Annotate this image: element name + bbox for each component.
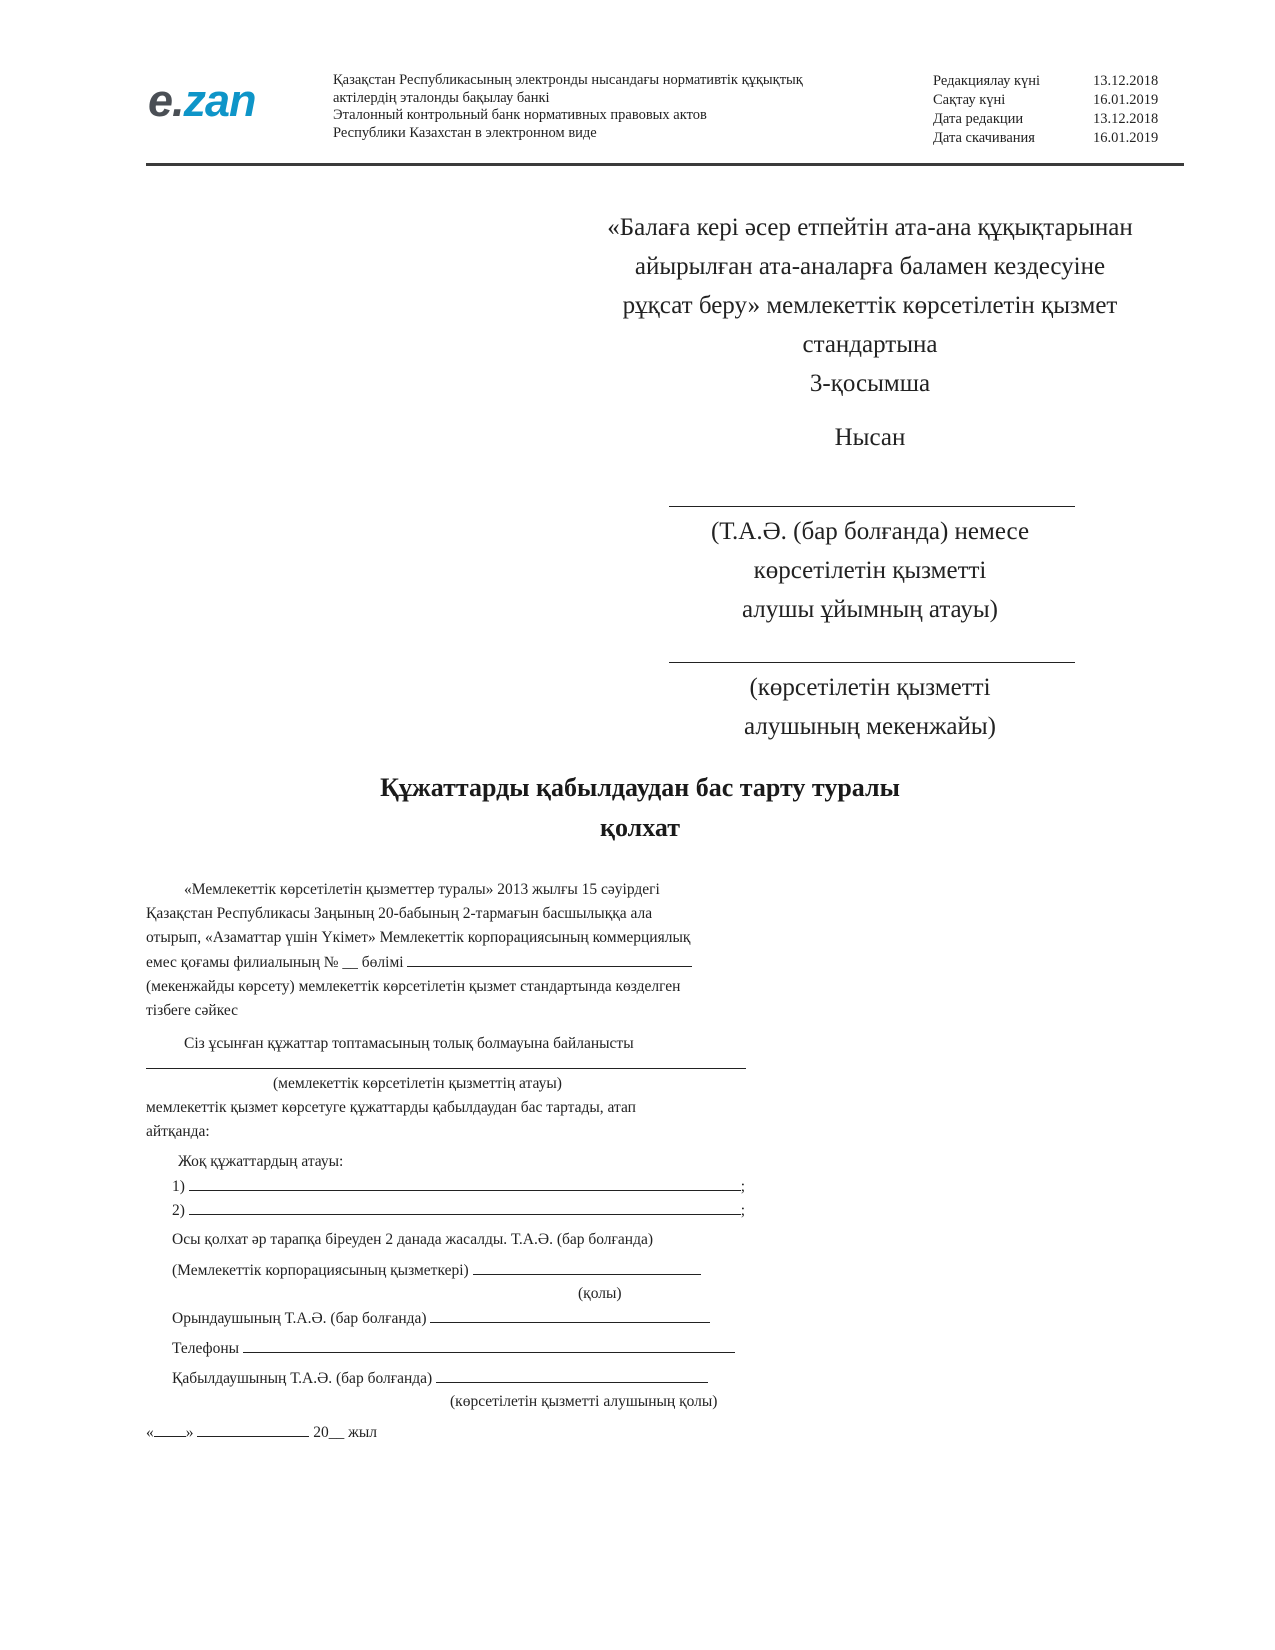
source-line: Эталонный контрольный банк нормативных правовых актов	[333, 107, 707, 123]
recipient-address-caption: (көрсетілетін қызметті алушының мекенжайы)	[744, 674, 996, 740]
meta-row: Сақтау күні 16.01.2019	[933, 92, 1159, 108]
service-caption: (мемлекеттік көрсетілетін қызметтің атауы)	[273, 1075, 562, 1092]
executor-name-field[interactable]	[430, 1306, 710, 1323]
incomplete-text: Сіз ұсынған құжаттар топтамасының толық болмауына байланысты	[184, 1035, 634, 1052]
appendix-line: стандартына	[802, 331, 938, 358]
intro-paragraph: «Мемлекеттік көрсетілетін қызметтер туралы» 2013 жылғы 15 сәуірдегі Қазақстан Республикасы Заңының 20-бабының 2-тармағын басшылыққа ала отырып, «Азаматтар үшін Үкімет» Мемлекеттік корпорациясының коммерциялық емес қоғамы филиалының № __ бөлімі (мекенжайды көрсету) мемлекеттік көрсетілетін қызмет стандартында көзделген тізбеге сәйкес	[146, 878, 766, 1023]
source-line: Республики Казахстан в электронном виде	[333, 124, 597, 141]
source-line: Қазақстан Республикасының электронды нысандағы нормативтік құқықтық	[333, 72, 803, 88]
source-line: актілердің эталонды бақылау банкі	[333, 89, 550, 106]
date-day-field[interactable]	[154, 1420, 186, 1437]
phone-row: Телефоны	[172, 1336, 792, 1361]
missing-item-2: 2) ;	[172, 1198, 792, 1223]
appendix-line: 3-қосымша	[809, 370, 931, 397]
service-name-line[interactable]	[146, 1068, 746, 1069]
recipient-address-line[interactable]	[669, 662, 1075, 663]
ezan-logo: e.zan	[148, 75, 256, 126]
document-meta	[933, 72, 1158, 148]
source-description	[333, 72, 803, 142]
branch-address-field[interactable]	[407, 950, 692, 967]
employee-signature-field[interactable]	[473, 1258, 701, 1275]
appendix-reference	[556, 208, 1184, 403]
header-divider	[146, 163, 1184, 166]
missing-item-1: 1) ;	[172, 1174, 792, 1199]
employee-row: (Мемлекеттік корпорациясының қызметкері)	[172, 1258, 792, 1283]
meta-row: Дата редакции 13.12.2018	[933, 111, 1159, 127]
missing-item-1-field[interactable]	[189, 1174, 741, 1191]
missing-label: Жоқ құжаттардың атауы:	[178, 1153, 344, 1170]
refusal-text: мемлекеттік қызмет көрсетуге құжаттарды қабылдаудан бас тартады, атап айтқанда:	[146, 1099, 636, 1140]
document-title: Құжаттарды қабылдаудан бас тарту туралы қолхат	[380, 773, 900, 842]
recipient-name-line[interactable]	[669, 506, 1075, 507]
missing-item-2-field[interactable]	[189, 1198, 741, 1215]
signature-caption: (қолы)	[578, 1285, 622, 1302]
recipient-name-caption: (Т.А.Ә. (бар болғанда) немесе көрсетілетін қызметті алушы ұйымның атауы)	[710, 518, 1030, 623]
phone-field[interactable]	[243, 1336, 735, 1353]
form-label: Нысан	[834, 424, 906, 451]
executor-row: Орындаушының Т.А.Ә. (бар болғанда)	[172, 1306, 792, 1331]
meta-row: Редакциялау күні 13.12.2018	[933, 73, 1159, 89]
copies-text: Осы қолхат әр тарапқа біреуден 2 данада жасалды. Т.А.Ә. (бар болғанда)	[172, 1231, 653, 1248]
date-row: « » 20__ жыл	[146, 1420, 766, 1445]
date-month-field[interactable]	[197, 1420, 309, 1437]
appendix-line: рұқсат беру» мемлекеттік көрсетілетін қызмет	[622, 292, 1118, 319]
receiver-caption: (көрсетілетін қызметті алушының қолы)	[450, 1393, 718, 1410]
appendix-line: айырылған ата-аналарға баламен кездесуіне	[634, 253, 1106, 280]
meta-row: Дата скачивания 16.01.2019	[933, 130, 1159, 146]
receiver-name-field[interactable]	[436, 1366, 708, 1383]
appendix-line: «Балаға кері әсер етпейтін ата-ана құқықтарынан	[607, 214, 1133, 241]
receiver-row: Қабылдаушының Т.А.Ә. (бар болғанда)	[172, 1366, 792, 1391]
